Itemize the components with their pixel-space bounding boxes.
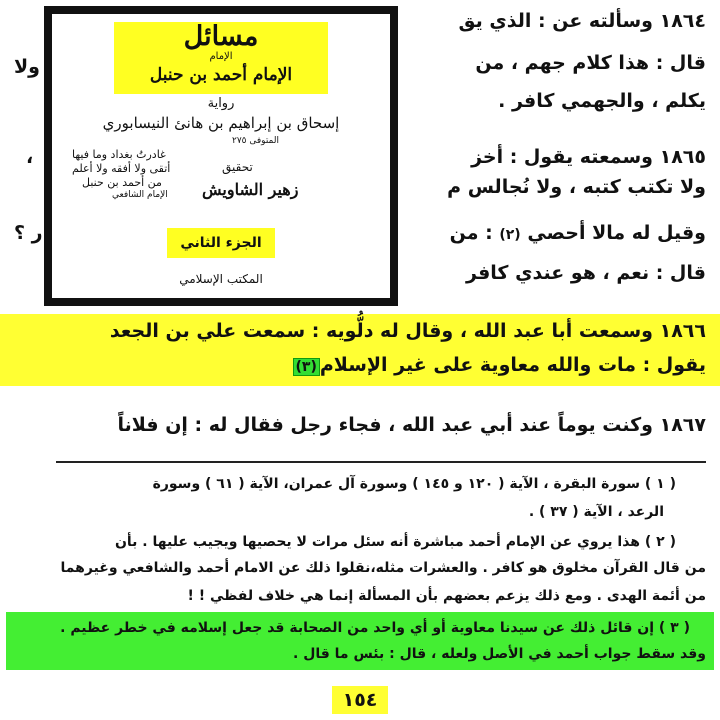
footnote-1-b: الرعد ، الآية ( ٣٧ ) . [528,504,664,520]
line-1866-a: ١٨٦٦ وسمعت أبا عبد الله ، وقال له دلُّويه : سمعت علي بن الجعد [109,320,706,342]
line-1864-end: يكلم ، والجهمي كافر . [498,90,706,112]
footnote-2-a: ( ٢ ) هذا يروي عن الإمام أحمد مباشرة أنه سئل مرات لا يحصيها ويجيب عليها . بأن [114,534,676,550]
cover-title-block [114,22,328,94]
footnote-3-a: ( ٣ ) إن قائل ذلك عن سيدنا معاوية أو أي واحد من الصحابة قد جعل إسلامه في خطر عظيم . [60,620,690,636]
line-1865-c: وقيل له مالا أحصي (٢) : من [449,222,706,244]
line-1866-b: يقول : مات والله معاوية على غير الإسلام(٣) [293,354,707,376]
cover-died: المتوفى ٢٧٥ [232,136,279,146]
footnote-3-b: وقد سقط جواب أحمد في الأصل ولعله ، قال : بئس ما قال . [293,646,706,662]
footnote-divider [56,461,706,463]
line-1864-answer-tail: ولا [14,56,40,78]
paragraph-number: ١٨٦٧ [659,414,706,436]
cover-volume: الجزء الثاني [167,228,275,258]
cover-publisher: المكتب الإسلامي [179,272,263,286]
line-1865-b: ولا تكتب كتبه ، ولا نُجالس م [447,176,706,198]
cover-editor: زهير الشاويش [202,180,299,199]
cover-imam-name: الإمام أحمد بن حنبل [149,65,293,85]
book-cover-image [44,6,398,306]
line-1865-c-tail: ر ؟ [14,222,43,244]
line-1865-tail: ، [26,146,34,168]
paragraph-number: ١٨٦٤ [659,10,706,32]
cover-riwaya: رواية [207,96,235,111]
footnote-1-a: ( ١ ) سورة البقرة ، الآية ( ١٢٠ و ١٤٥ ) وسورة آل عمران، الآية ( ٦١ ) وسورة [152,476,676,492]
cover-title: مسائل [183,21,259,52]
footnote-ref-3: (٣) [293,358,320,376]
cover-verse-2: أتقى ولا أفقه ولا أعلم [72,162,171,175]
footnote-2-b: من قال القرآن مخلوق هو كافر . والعشرات مثله،نقلوا ذلك عن الامام أحمد والشافعي وغيرهما [60,560,706,576]
cover-verse-3: من أحمد بن حنبل [82,176,162,189]
cover-verse-attribution: الإمام الشافعي [112,190,168,200]
cover-narrator: إسحاق بن إبراهيم بن هانئ النيسابوري [102,114,340,132]
page-number: ١٥٤ [332,686,388,714]
line-1867: ١٨٦٧ وكنت يوماً عند أبي عبد الله ، فجاء رجل فقال له : إن فلاناً [117,414,706,436]
footnote-2-c: من أئمة الهدى . ومع ذلك يزعم بعضهم بأن المسألة إنما هي خلاف لفظي ! ! [187,588,706,604]
line-1865: ١٨٦٥ وسمعته يقول : أخز [471,146,706,168]
line-1864: ١٨٦٤ وسألته عن : الذي يق [458,10,706,32]
footnote-ref-2: (٢) [499,227,521,243]
cover-verse-1: غادرتُ بغداد وما فيها [72,148,166,161]
cover-subtitle-small: الإمام [209,51,233,62]
paragraph-number: ١٨٦٦ [659,320,706,342]
line-1865-d: قال : نعم ، هو عندي كافر [466,262,706,284]
line-1864-answer: قال : هذا كلام جهم ، من [475,52,706,74]
cover-tahqiq: تحقيق [222,160,253,174]
paragraph-number: ١٨٦٥ [659,146,706,168]
